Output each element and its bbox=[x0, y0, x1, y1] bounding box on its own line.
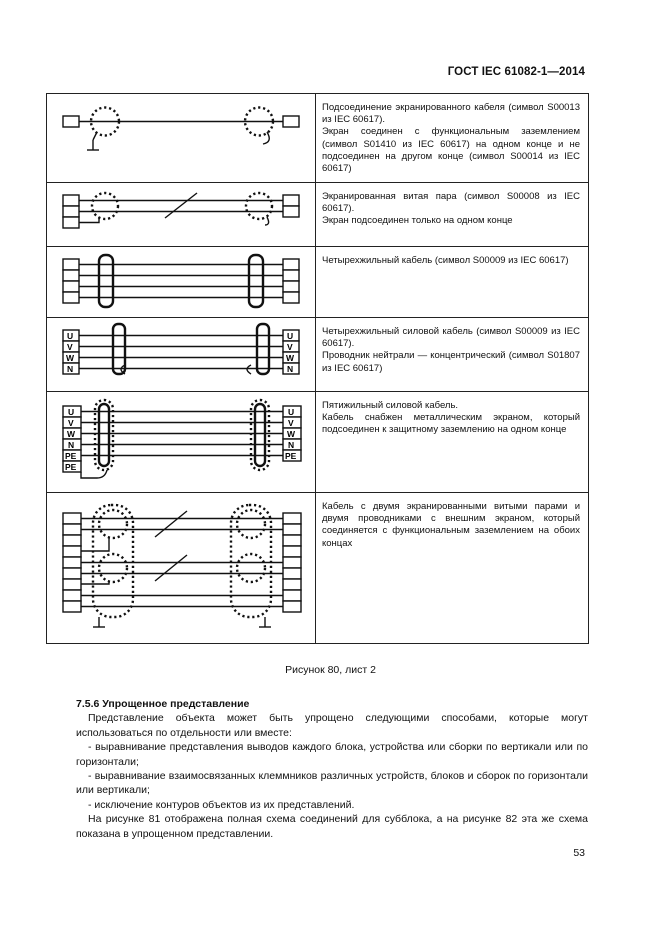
description-text: Четырехжильный силовой кабель (символ S00009 из IEC 60617). bbox=[322, 326, 580, 350]
terminal-label: V bbox=[287, 342, 293, 352]
page-number: 53 bbox=[573, 847, 585, 859]
description-cell bbox=[316, 318, 589, 392]
description-text: Подсоединение экранированного кабеля (символ S00013 из IEC 60617). bbox=[322, 102, 580, 126]
paragraph: - исключение контуров объектов из их представлений. bbox=[88, 798, 355, 811]
table-row bbox=[47, 247, 589, 318]
section-title: 7.5.6 Упрощенное представление bbox=[76, 698, 250, 710]
terminal-label: W bbox=[66, 353, 75, 363]
diagram-cell bbox=[47, 493, 316, 644]
cable-symbols-table bbox=[46, 93, 589, 644]
terminal-label: N bbox=[68, 440, 75, 450]
table-row bbox=[47, 318, 589, 392]
description-text: Экран соединен с функциональным заземлением (символ S01410 из IEC 60617) на одном конце и не подсоединен на другом конце (символ S00014 из IEC 60617) bbox=[322, 126, 580, 175]
description-text: Пятижильный силовой кабель. bbox=[322, 400, 459, 411]
terminal-label: N bbox=[288, 440, 295, 450]
description-text: Четырехжильный кабель (символ S00009 из IEC 60617) bbox=[322, 255, 569, 266]
table-row bbox=[47, 392, 589, 493]
diagram-cell bbox=[47, 318, 316, 392]
terminal-label: U bbox=[288, 407, 295, 417]
figure-caption: Рисунок 80, лист 2 bbox=[285, 664, 376, 676]
shielded-cable-diagram bbox=[47, 94, 315, 182]
terminal-label: V bbox=[68, 418, 74, 428]
paragraph: На рисунке 81 отображена полная схема соединений для субблока, а на рисунке 82 эта же схема показана в упрощенном представлении. bbox=[76, 813, 588, 840]
terminal-label: N bbox=[287, 364, 294, 374]
description-text: Кабель снабжен металлическим экраном, который подсоединен к защитному заземлению на одном конце bbox=[322, 412, 580, 436]
paragraph: - выравнивание взаимосвязанных клеммников различных устройств, блоков и сборок по горизонтали или вертикали; bbox=[76, 770, 588, 797]
terminal-label: W bbox=[67, 429, 76, 439]
terminal-label: V bbox=[288, 418, 294, 428]
terminal-label: PE bbox=[65, 451, 77, 461]
terminal-label: U bbox=[68, 407, 75, 417]
terminal-label: N bbox=[67, 364, 74, 374]
diagram-cell bbox=[47, 94, 316, 183]
description-text: Кабель с двумя экранированными витыми парами и двумя проводниками с внешним экраном, который соединяется с функциональным заземлением на обоих концах bbox=[322, 501, 580, 549]
shielded-twisted-pair-diagram bbox=[47, 183, 315, 246]
table-row bbox=[47, 493, 589, 644]
document-code: ГОСТ IEC 61082-1—2014 bbox=[447, 66, 585, 78]
terminal-label: PE bbox=[65, 462, 77, 472]
terminal-label: PE bbox=[285, 451, 297, 461]
diagram-cell bbox=[47, 183, 316, 247]
description-text: Экран подсоединен только на одном конце bbox=[322, 215, 513, 227]
description-text: Экранированная витая пара (символ S00008 из IEC 60617). bbox=[322, 191, 580, 215]
table-row bbox=[47, 94, 589, 183]
description-text: Проводник нейтрали — концентрический (символ S01807 из IEC 60617) bbox=[322, 350, 580, 374]
terminal-label: U bbox=[287, 331, 294, 341]
five-core-power-cable-diagram bbox=[47, 392, 315, 492]
section-body bbox=[76, 697, 588, 841]
four-core-cable-diagram bbox=[47, 247, 315, 317]
shielded-twisted-pairs-cable-diagram bbox=[47, 493, 315, 643]
description-cell bbox=[316, 493, 589, 644]
paragraph: - выравнивание представления выводов каждого блока, устройства или сборки по вертикали или по горизонтали; bbox=[76, 741, 588, 768]
diagram-cell bbox=[47, 247, 316, 318]
terminal-label: V bbox=[67, 342, 73, 352]
four-core-power-cable-diagram bbox=[47, 318, 315, 391]
paragraph: Представление объекта может быть упрощено следующими способами, которые могут использоваться по отдельности или вместе: bbox=[76, 712, 588, 739]
terminal-label: W bbox=[287, 429, 296, 439]
terminal-label: W bbox=[286, 353, 295, 363]
description-cell bbox=[316, 94, 589, 183]
diagram-cell bbox=[47, 392, 316, 493]
description-cell bbox=[316, 247, 589, 318]
table-row bbox=[47, 183, 589, 247]
description-cell bbox=[316, 392, 589, 493]
description-cell bbox=[316, 183, 589, 247]
terminal-label: U bbox=[67, 331, 74, 341]
